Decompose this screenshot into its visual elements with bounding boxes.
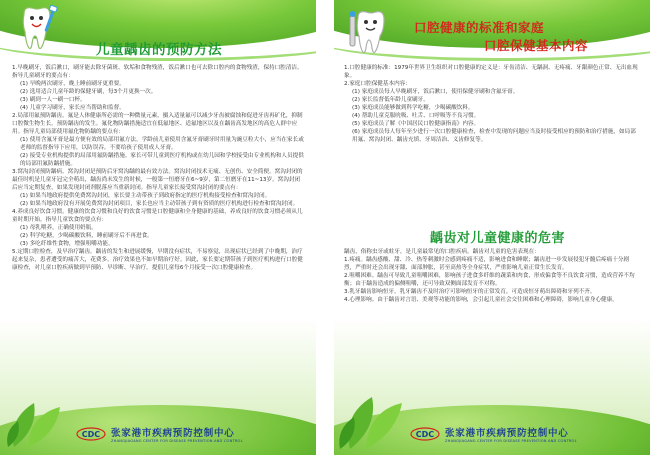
list-item: (3) 刷到一人一刷一口杯。 <box>20 97 86 103</box>
svg-text:CDC: CDC <box>415 430 435 439</box>
leaf-cluster-icon <box>4 389 74 449</box>
paragraph: 龋齿，俗称虫牙或蛀牙，是儿童最常见的口腔疾病。龋齿对儿童的危害表现在： <box>344 249 540 255</box>
cdc-logo-icon <box>76 427 106 441</box>
list-item: (1) 早晚两次刷牙，晚上睡前刷牙更重要。 <box>20 81 125 87</box>
list-item: (3) 家庭成员能够做到科学吃糖，少喝碳酸饮料。 <box>352 105 474 111</box>
org-name: 张家港市疾病预防控制中心 <box>111 428 235 439</box>
list-item: (6) 家庭成员每人每年至少进行一次口腔健康检查，检查中发现的问题应当及时接受相应的预防和治疗措施，如局部用氟、窝沟封闭、龋齿充填、牙周洁治、义齿修复等。 <box>352 129 636 143</box>
list-item: (1) 使用含氟牙膏是最方便有效的局部用氟方法。学龄前儿童使用含氟牙膏刷牙时用量为豌豆粒大小，应当在家长或老师的监督指导下应用，以防误吞。不要给孩子使用成人牙膏。 <box>20 137 304 151</box>
list-item: (3) 多吃纤维性食物，增强咀嚼功能。 <box>20 241 114 247</box>
left-poster-panel <box>0 0 316 455</box>
footer-org <box>410 425 577 443</box>
list-item: (1) 如果当地政府提供免费窝沟封闭，家长要主动带孩子到政府指定的医疗机构接受检查和窝沟封闭。 <box>20 193 271 199</box>
list-item: (4) 帮助儿童克服吮吸、吐舌、口呼吸等不良习惯。 <box>352 113 480 119</box>
left-body-text <box>12 64 304 272</box>
page-title: 儿童龋齿的预防方法 <box>96 42 222 58</box>
right-body-text-2 <box>344 248 640 304</box>
section-title-harm: 龋齿对儿童健康的危害 <box>430 231 566 246</box>
paragraph: 2.咀嚼困难。龋齿可导致儿童咀嚼困难，影响孩子进食多纤维的蔬菜和肉食，形成偏食等不良饮食习惯，造成营养不均衡；由于龋齿造成的偏侧咀嚼，还可导致双侧面部发育不对称。 <box>344 273 635 287</box>
org-subtitle: ZHANGJIAGANG CENTER FOR DISEASE PREVENTION AND CONTROL <box>445 439 577 443</box>
list-item: (2) 如果当地政府没有开展免费窝沟封闭项目，家长也应当主动带孩子到有资质的医疗机构进行检查和窝沟封闭。 <box>20 201 299 207</box>
paragraph: 3.乳牙龋齿影响恒牙。乳牙龋齿不及时治疗可影响恒牙的正常发育，可造成恒牙萌出障碍和牙列不齐。 <box>344 289 596 295</box>
section-title-standards-line2: 口腔保健基本内容 <box>484 38 589 53</box>
paragraph: 3.窝沟封闭预防龋病。窝沟封闭是预防后牙窝沟龋的最有效方法。窝沟封闭技术无痛、无创伤、安全简便。窝沟封闭的最佳时机是儿童牙冠完全萌出，龋齿尚未发生的时候，一般第一恒磨牙在6~9岁，第二恒磨牙在11~13岁。窝沟封闭后应当定期复查，如果发现封闭剂脱落应当重新封闭。指导儿童家长接受窝沟封闭的要点有： <box>12 169 303 191</box>
svg-text:CDC: CDC <box>81 430 101 439</box>
paragraph: 1.口腔健康的标准：1979年世界卫生组织对口腔健康的定义是：牙齿清洁、无龋洞、无疼痛、牙龈颜色正常、无出血现象。 <box>344 65 638 79</box>
right-poster-panel <box>334 0 650 455</box>
list-item: (4) 儿童学习刷牙，家长应当帮助和监督。 <box>20 105 125 111</box>
cdc-logo-icon <box>410 427 440 441</box>
list-item: (5) 家庭成员了解《中国居民口腔健康指南》内容。 <box>352 121 480 127</box>
section-title-standards-line1: 口腔健康的标准和家庭 <box>414 20 545 35</box>
paragraph: 2.局部用氟预防龋齿。氟是人体健康所必需的一种微量元素，摄入适量氟可以减少牙齿被腐蚀和促进牙齿再矿化，抑制口腔微生物生长，预防龋齿的发生。氟化物防龋措施适宜在低氟地区、适氟地区以及在龋齿高发地区的高危人群中应用。指导儿童局部使用氟化物防龋的要点有： <box>12 113 303 135</box>
tooth-mascot-icon <box>14 4 60 54</box>
list-item: (2) 家长监督低年龄儿童刷牙。 <box>352 97 429 103</box>
org-subtitle: ZHANGJIAGANG CENTER FOR DISEASE PREVENTION AND CONTROL <box>111 439 243 443</box>
paragraph: 4.养成良好饮食习惯。健康的饮食习惯和良好的饮食习惯是口腔健康和全身健康的基础，养成良好的饮食习惯必须从儿童时期开始。指导儿童饮食的要点有： <box>12 209 303 223</box>
paragraph: 1.疼痛。龋齿感酸、甜、冷、热等刺激时会感到疼痛不适，影响进食和睡眠；龋齿进一步发展侵犯牙髓后疼痛十分剧烈，严重时还会出现牙龈、面部肿胀，甚至高热等全身症状，严重影响儿童正常生长发育。 <box>344 257 630 271</box>
tooth-doctor-mascot-icon <box>348 8 394 58</box>
paragraph: 2.家庭口腔保健基本内容： <box>344 81 411 87</box>
org-name: 张家港市疾病预防控制中心 <box>445 428 569 439</box>
list-item: (1) 母乳喂养，正确使用奶瓶。 <box>20 225 97 231</box>
list-item: (2) 接受专业机构提供的局部用氟防龋措施。家长可带儿童到医疗机构或在幼儿园和学校接受由专业机构和人员提供的局部用氟防龋措施。 <box>20 153 304 167</box>
footer-org <box>76 425 243 443</box>
list-item: (2) 选用适合儿童年龄的保健牙刷，每3个月更换一次。 <box>20 89 157 95</box>
paragraph: 5.定期口腔检查，及早治疗龋齿。龋齿的发生和进展缓慢，早期没有症状，不易察觉，出现症状已经到了中晚期，治疗起来复杂，患者遭受的痛苦大，花费多。治疗效果也不如早期治疗好。因此，家长要定期带孩子到医疗机构进行口腔健康检查，对儿童口腔疾病做到早预防、早诊断、早治疗。提倡儿童每6个月接受一次口腔健康检查。 <box>12 249 303 271</box>
paragraph: 4.心理影响。由于龋齿对言语、美观等功能的影响，会引起儿童社会交往困难和心理障碍，影响儿童身心健康。 <box>344 297 618 303</box>
right-body-text <box>344 64 640 144</box>
list-item: (2) 科学吃糖，少喝碳酸饮料，睡前刷牙后不再进食。 <box>20 233 153 239</box>
list-item: (1) 家庭成员每人早晚刷牙，饭后漱口，使用保健牙刷和含氟牙膏。 <box>352 89 519 95</box>
paragraph: 1.早晚刷牙，饭后漱口，刷牙能去除牙菌斑、软垢和食物残渣，饭后漱口也可去除口腔内的食物残渣，保持口腔清洁。指导儿童刷牙的要点有： <box>12 65 303 79</box>
leaf-cluster-icon <box>336 381 416 451</box>
